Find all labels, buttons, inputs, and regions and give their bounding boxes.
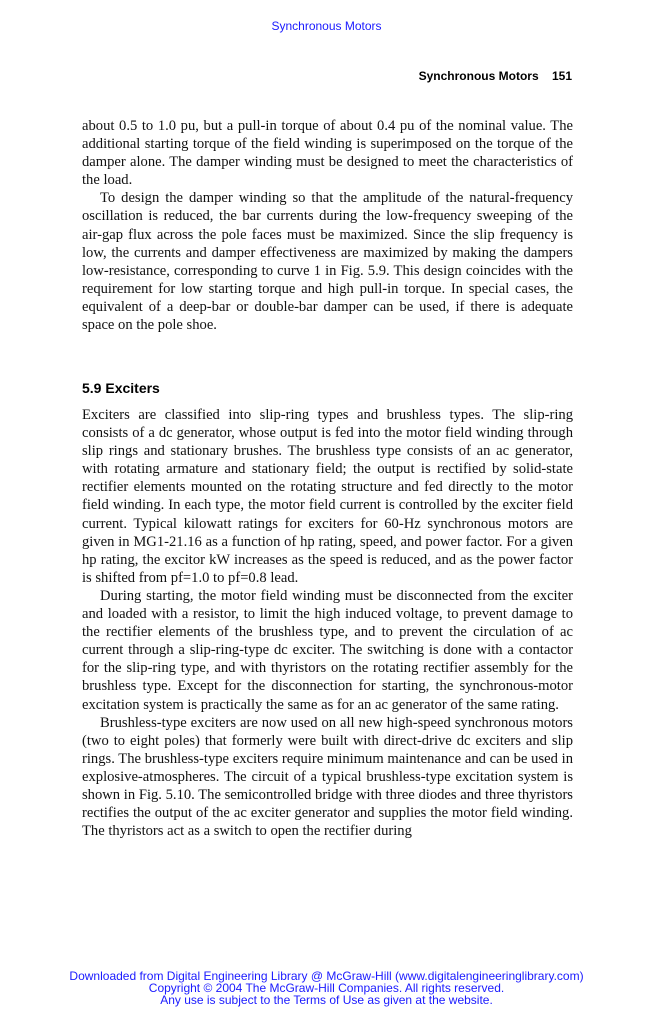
page-number: 151	[551, 69, 572, 83]
footer	[0, 970, 653, 1006]
footer-copyright[interactable]: Copyright © 2004 The McGraw-Hill Companies. All rights reserved.	[148, 981, 505, 995]
paragraph: Brushless-type exciters are now used on all new high-speed synchronous motors (two to eight poles) that formerly were built with direct-drive dc exciters and slip rings. The brushless-type exciters require minimum maintenance and can be used in explosive-atmospheres. The circuit of a typical brushless-type excitation system is shown in Fig. 5.10. The semicontrolled bridge with three diodes and three thyristors rectifies the output of the ac exciter generator and supplies the motor field winding. The thyristors act as a switch to open the rectifier during	[82, 714, 573, 840]
paragraph: Exciters are classified into slip-ring types and brushless types. The slip-ring consists of a dc generator, whose output is fed into the motor field winding through slip rings and stationary brushes. The brushless type consists of an ac generator, with rotating armature and stationary field; the output is rectified by solid-state rectifier elements mounted on the rotating structure and fed directly to the motor field winding. In each type, the motor field current is controlled by the exciter field current. Typical kilowatt ratings for exciters for 60-Hz synchronous motors are given in MG1-21.16 as a function of hp rating, speed, and power factor. For a given hp rating, the excitor kW increases as the speed is reduced, and as the power factor is shifted from pf=1.0 to pf=0.8 lead.	[82, 407, 573, 586]
paragraph: To design the damper winding so that the amplitude of the natural-frequency oscillation is reduced, the bar currents during the low-frequency sweeping of the air-gap flux across the pole faces must be maximized. Since the slip frequency is low, the currents and damper effectiveness are maximized by making the dampers low-resistance, corresponding to curve 1 in Fig. 5.9. This design coincides with the requirement for low starting torque and high pull-in torque. In special cases, the equivalent of a deep-bar or double-bar damper can be used, if there is adequate space on the pole shoe.	[82, 190, 573, 334]
footer-terms-link[interactable]: Any use is subject to the Terms of Use as given at the website.	[160, 993, 493, 1007]
paragraph: about 0.5 to 1.0 pu, but a pull-in torque of about 0.4 pu of the nominal value. The additional starting torque of the field winding is superimposed on the torque of the damper alone. The damper winding must be designed to meet the characteristics of the load.	[82, 118, 573, 189]
paragraph: During starting, the motor field winding must be disconnected from the exciter and loaded with a resistor, to limit the high induced voltage, to prevent damage to the rectifier elements of the brushless type, and to prevent the circulation of ac current through a slip-ring-type dc exciter. The switching is done with a contactor for the slip-ring type, and with thyristors on the rotating rectifier assembly for the brushless type. Except for the disconnection for starting, the synchronous-motor excitation system is practically the same as for an ac generator of the same rating.	[82, 587, 573, 713]
footer-download-link[interactable]: Downloaded from Digital Engineering Library @ McGraw-Hill (www.digitalengineeringlibrary.com)	[69, 969, 584, 983]
body-text-top	[82, 117, 573, 334]
running-title: Synchronous Motors	[418, 69, 539, 83]
running-header	[419, 69, 572, 83]
top-title-link[interactable]: Synchronous Motors	[271, 19, 382, 33]
body-text-section	[82, 406, 573, 840]
section-heading: 5.9 Exciters	[82, 380, 160, 396]
